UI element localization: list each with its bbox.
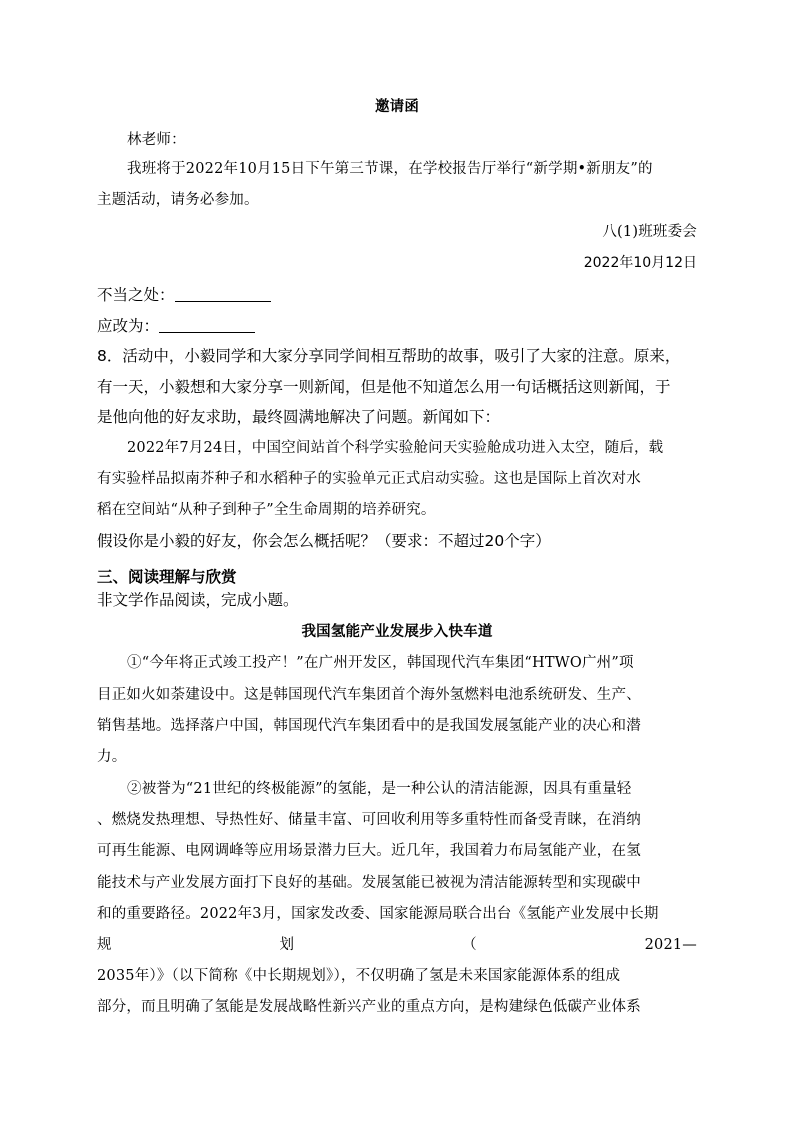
fix-answer-row <box>97 318 255 335</box>
invitation-salutation: 林老师： <box>127 132 186 148</box>
article-line: 能技术与产业发展方面打下良好的基础。发展氢能已被视为清洁能源转型和实现碳中 <box>97 875 641 891</box>
question-8-line: 有一天，小毅想和大家分享一则新闻，但是他不知道怎么用一句话概括这则新闻，于 <box>97 378 671 396</box>
invitation-title: 邀请函 <box>374 98 420 115</box>
error-label: 不当之处： <box>97 286 175 304</box>
invitation-body-line: 我班将于2022年10月15日下午第三节课，在学校报告厅举行“新学期•新朋友”的 <box>127 161 653 177</box>
question-8-prompt: 假设你是小毅的好友，你会怎么概括呢？（要求：不超过20个字） <box>97 532 551 550</box>
question-8-line: 是他向他的好友求助，最终圆满地解决了问题。新闻如下： <box>97 408 501 426</box>
error-answer-row <box>97 287 271 304</box>
article-line-justified <box>97 938 697 953</box>
fix-answer-blank[interactable] <box>159 318 255 333</box>
justified-word: 规 <box>97 937 112 953</box>
justified-word: 划 <box>279 937 295 953</box>
fix-label: 应改为： <box>97 317 160 335</box>
section-instruction: 非文学作品阅读，完成小题。 <box>97 591 299 609</box>
invitation-date: 2022年10月12日 <box>583 255 697 271</box>
section-heading: 三、阅读理解与欣赏 <box>97 568 237 586</box>
invitation-signature: 八(1)班班委会 <box>602 224 697 240</box>
justified-word: 2021— <box>644 937 697 953</box>
news-line: 有实验样品拟南芥种子和水稻种子的实验单元正式启动实验。这也是国际上首次对水 <box>97 471 641 487</box>
article-line: 可再生能源、电网调峰等应用场景潜力巨大。近几年，我国着力布局氢能产业，在氢 <box>97 843 641 859</box>
article-title: 我国氢能产业发展步入快车道 <box>301 623 493 640</box>
news-line: 2022年7月24日，中国空间站首个科学实验舱问天实验舱成功进入太空，随后，载 <box>127 440 664 456</box>
article-line: 、燃烧发热理想、导热性好、储量丰富、可回收利用等多重特性而备受青睐，在消纳 <box>97 812 641 828</box>
news-line: 稻在空间站“从种子到种子”全生命周期的培养研究。 <box>97 502 436 518</box>
article-line: 部分，而且明确了氢能是发展战略性新兴产业的重点方向，是构建绿色低碳产业体系 <box>97 999 641 1015</box>
article-line: 和的重要路径。2022年3月，国家发改委、国家能源局联合出台《氢能产业发展中长期 <box>97 906 659 922</box>
article-line: 力。 <box>97 749 127 765</box>
article-line: ①“今年将正式竣工投产！”在广州开发区，韩国现代汽车集团“HTWO广州”项 <box>127 655 634 671</box>
article-line: ②被誉为“21世纪的终极能源”的氢能，是一种公认的清洁能源，因具有重量轻 <box>127 781 632 797</box>
question-8-line: 8．活动中，小毅同学和大家分享同学间相互帮助的故事，吸引了大家的注意。原来， <box>97 347 681 365</box>
article-line: 销售基地。选择落户中国，韩国现代汽车集团看中的是我国发展氢能产业的决心和潜 <box>97 718 641 734</box>
justified-word: （ <box>462 937 477 953</box>
invitation-body-line: 主题活动，请务必参加。 <box>97 192 259 208</box>
article-line: 目正如火如荼建设中。这是韩国现代汽车集团首个海外氢燃料电池系统研发、生产、 <box>97 687 641 703</box>
article-line: 2035年）》（以下简称《中长期规划》），不仅明确了氢是未来国家能源体系的组成 <box>97 968 621 984</box>
error-answer-blank[interactable] <box>175 287 271 302</box>
